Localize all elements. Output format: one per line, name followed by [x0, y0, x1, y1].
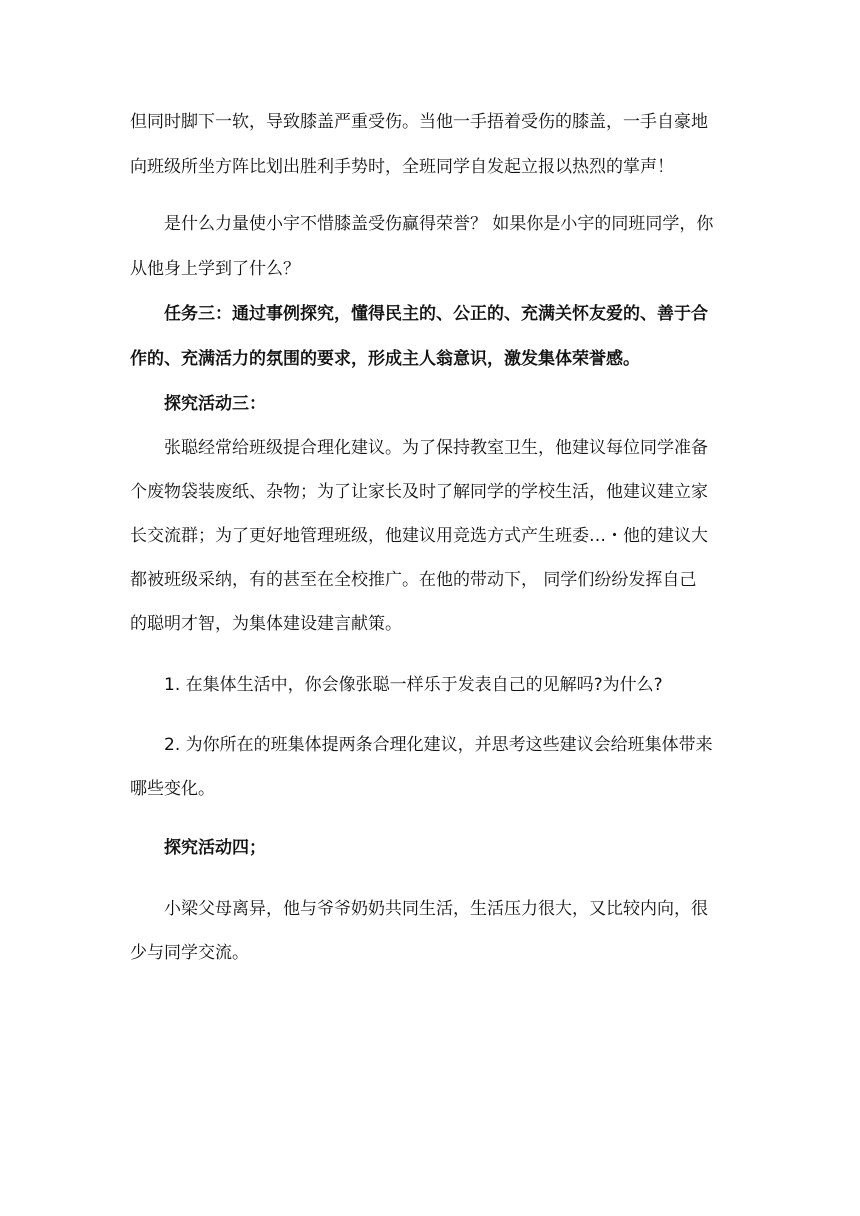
activity-3-question-1: 1. 在集体生活中，你会像张聪一样乐于发表自己的见解吗?为什么?	[164, 675, 663, 695]
activity-3-question-2-line-1: 2. 为你所在的班集体提两条合理化建议，并思考这些建议会给班集体带来	[164, 735, 713, 755]
task-3-line-2: 作的、充满活力的氛围的要求，形成主人翁意识，激发集体荣誉感。	[130, 349, 640, 369]
activity-3-heading: 探究活动三：	[164, 394, 266, 414]
activity-3-text-line-3: 长交流群；为了更好地管理班级，他建议用竞选方式产生班委…・他的建议大	[130, 526, 708, 546]
question-1-line-2: 从他身上学到了什么？	[130, 259, 300, 279]
activity-3-text-line-1: 张聪经常给班级提合理化建议。为了保持教室卫生，他建议每位同学准备	[164, 438, 708, 458]
activity-3-text-line-2: 个废物袋装废纸、杂物；为了让家长及时了解同学的学校生活，他建议建立家	[130, 482, 708, 502]
activity-3-text-line-5: 的聪明才智，为集体建设建言献策。	[130, 614, 402, 634]
paragraph-1-line-2: 向班级所坐方阵比划出胜利手势时，全班同学自发起立报以热烈的掌声！	[130, 157, 674, 177]
question-1-line-1: 是什么力量使小宇不惜膝盖受伤赢得荣誉？ 如果你是小宇的同班同学，你	[164, 214, 714, 234]
activity-3-question-2-line-2: 哪些变化。	[130, 779, 215, 799]
activity-4-text-line-1: 小梁父母离异，他与爷爷奶奶共同生活，生活压力很大，又比较内向，很	[164, 899, 708, 919]
activity-4-text-line-2: 少与同学交流。	[130, 943, 249, 963]
activity-4-heading: 探究活动四；	[164, 838, 266, 858]
paragraph-1-line-1: 但同时脚下一软，导致膝盖严重受伤。当他一手捂着受伤的膝盖，一手自豪地	[130, 112, 708, 132]
task-3-line-1: 任务三：通过事例探究，懂得民主的、公正的、充满关怀友爱的、善于合	[164, 304, 708, 324]
activity-3-text-line-4: 都被班级采纳，有的甚至在全校推广。在他的带动下， 同学们纷纷发挥自己	[130, 570, 697, 590]
